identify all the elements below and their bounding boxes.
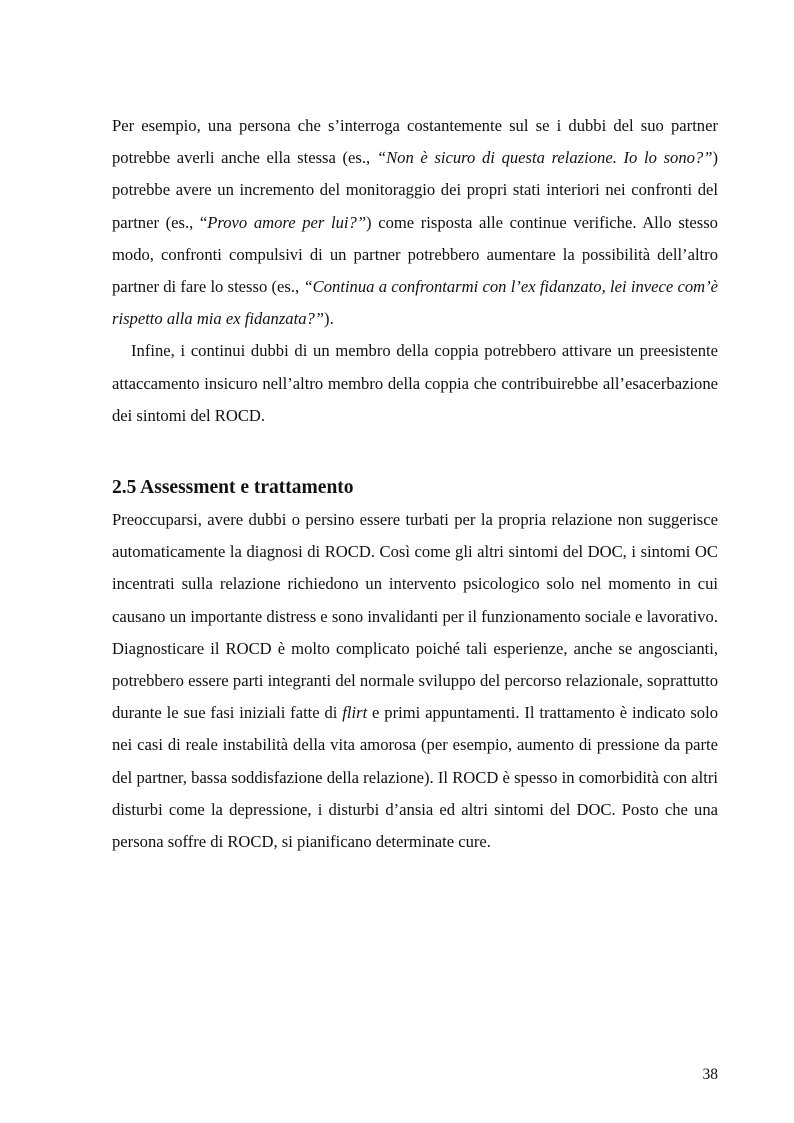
paragraph-conclusion: Infine, i continui dubbi di un membro della coppia potrebbero attivare un preesistente attaccamento insicuro nell’altro membro della coppia che contribuirebbe all’esacerbazione dei sintomi del ROCD. (112, 341, 718, 425)
italic-quote: “Non è sicuro di questa relazione. Io lo sono?” (376, 148, 713, 168)
paragraph-assessment (112, 504, 718, 858)
page-number: 38 (702, 1066, 718, 1083)
text-run: e primi appuntamenti. Il trattamento è indicato solo nei casi di reale instabilità della vita amorosa (per esempio, aumento di pressione da parte del partner, bassa soddisfazione della relazione). Il ROCD è spesso in comorbidità con altri disturbi come la depressione, i disturbi d’ansia ed altri sintomi del DOC. Posto che una persona soffre di ROCD, si pianificano determinate cure. (112, 703, 719, 852)
italic-term: flirt (342, 703, 368, 723)
italic-quote: Provo amore per lui?” (207, 212, 367, 232)
text-run: Per esempio, una persona che s’interroga costantemente sul se i dubbi del suo partner potrebbe averli anche ella stessa (es., (112, 116, 718, 168)
section-heading: 2.5 Assessment e trattamento (112, 477, 354, 499)
text-run: ) potrebbe avere un incremento del monitoraggio dei propri stati interiori nei confronti del partner (es., “ (112, 148, 719, 232)
text-run: Preoccuparsi, avere dubbi o persino essere turbati per la propria relazione non suggerisce automaticamente la diagnosi di ROCD. Così come gli altri sintomi del DOC, i sintomi OC incentrati sulla relazione richiedono un intervento psicologico solo nel momento in cui causano un importante distress e sono invalidanti per il funzionamento sociale e lavorativo. Diagnosticare il ROCD è molto complicato poiché tali esperienze, anche se angoscianti, potrebbero essere parti integranti del normale sviluppo del percorso relazionale, soprattutto durante le sue fasi iniziali fatte di (112, 510, 718, 723)
text-run: ) come risposta alle continue verifiche. Allo stesso modo, confronti compulsivi di un partner potrebbero aumentare la possibilità dell’altro partner di fare lo stesso (es., (112, 212, 718, 297)
italic-quote: “Continua a confrontarmi con l’ex fidanzato, lei invece com’è rispetto alla mia ex fidanzata?” (112, 277, 719, 329)
document-page (112, 110, 718, 858)
text-run: ). (324, 309, 334, 329)
paragraph-example (112, 110, 718, 335)
